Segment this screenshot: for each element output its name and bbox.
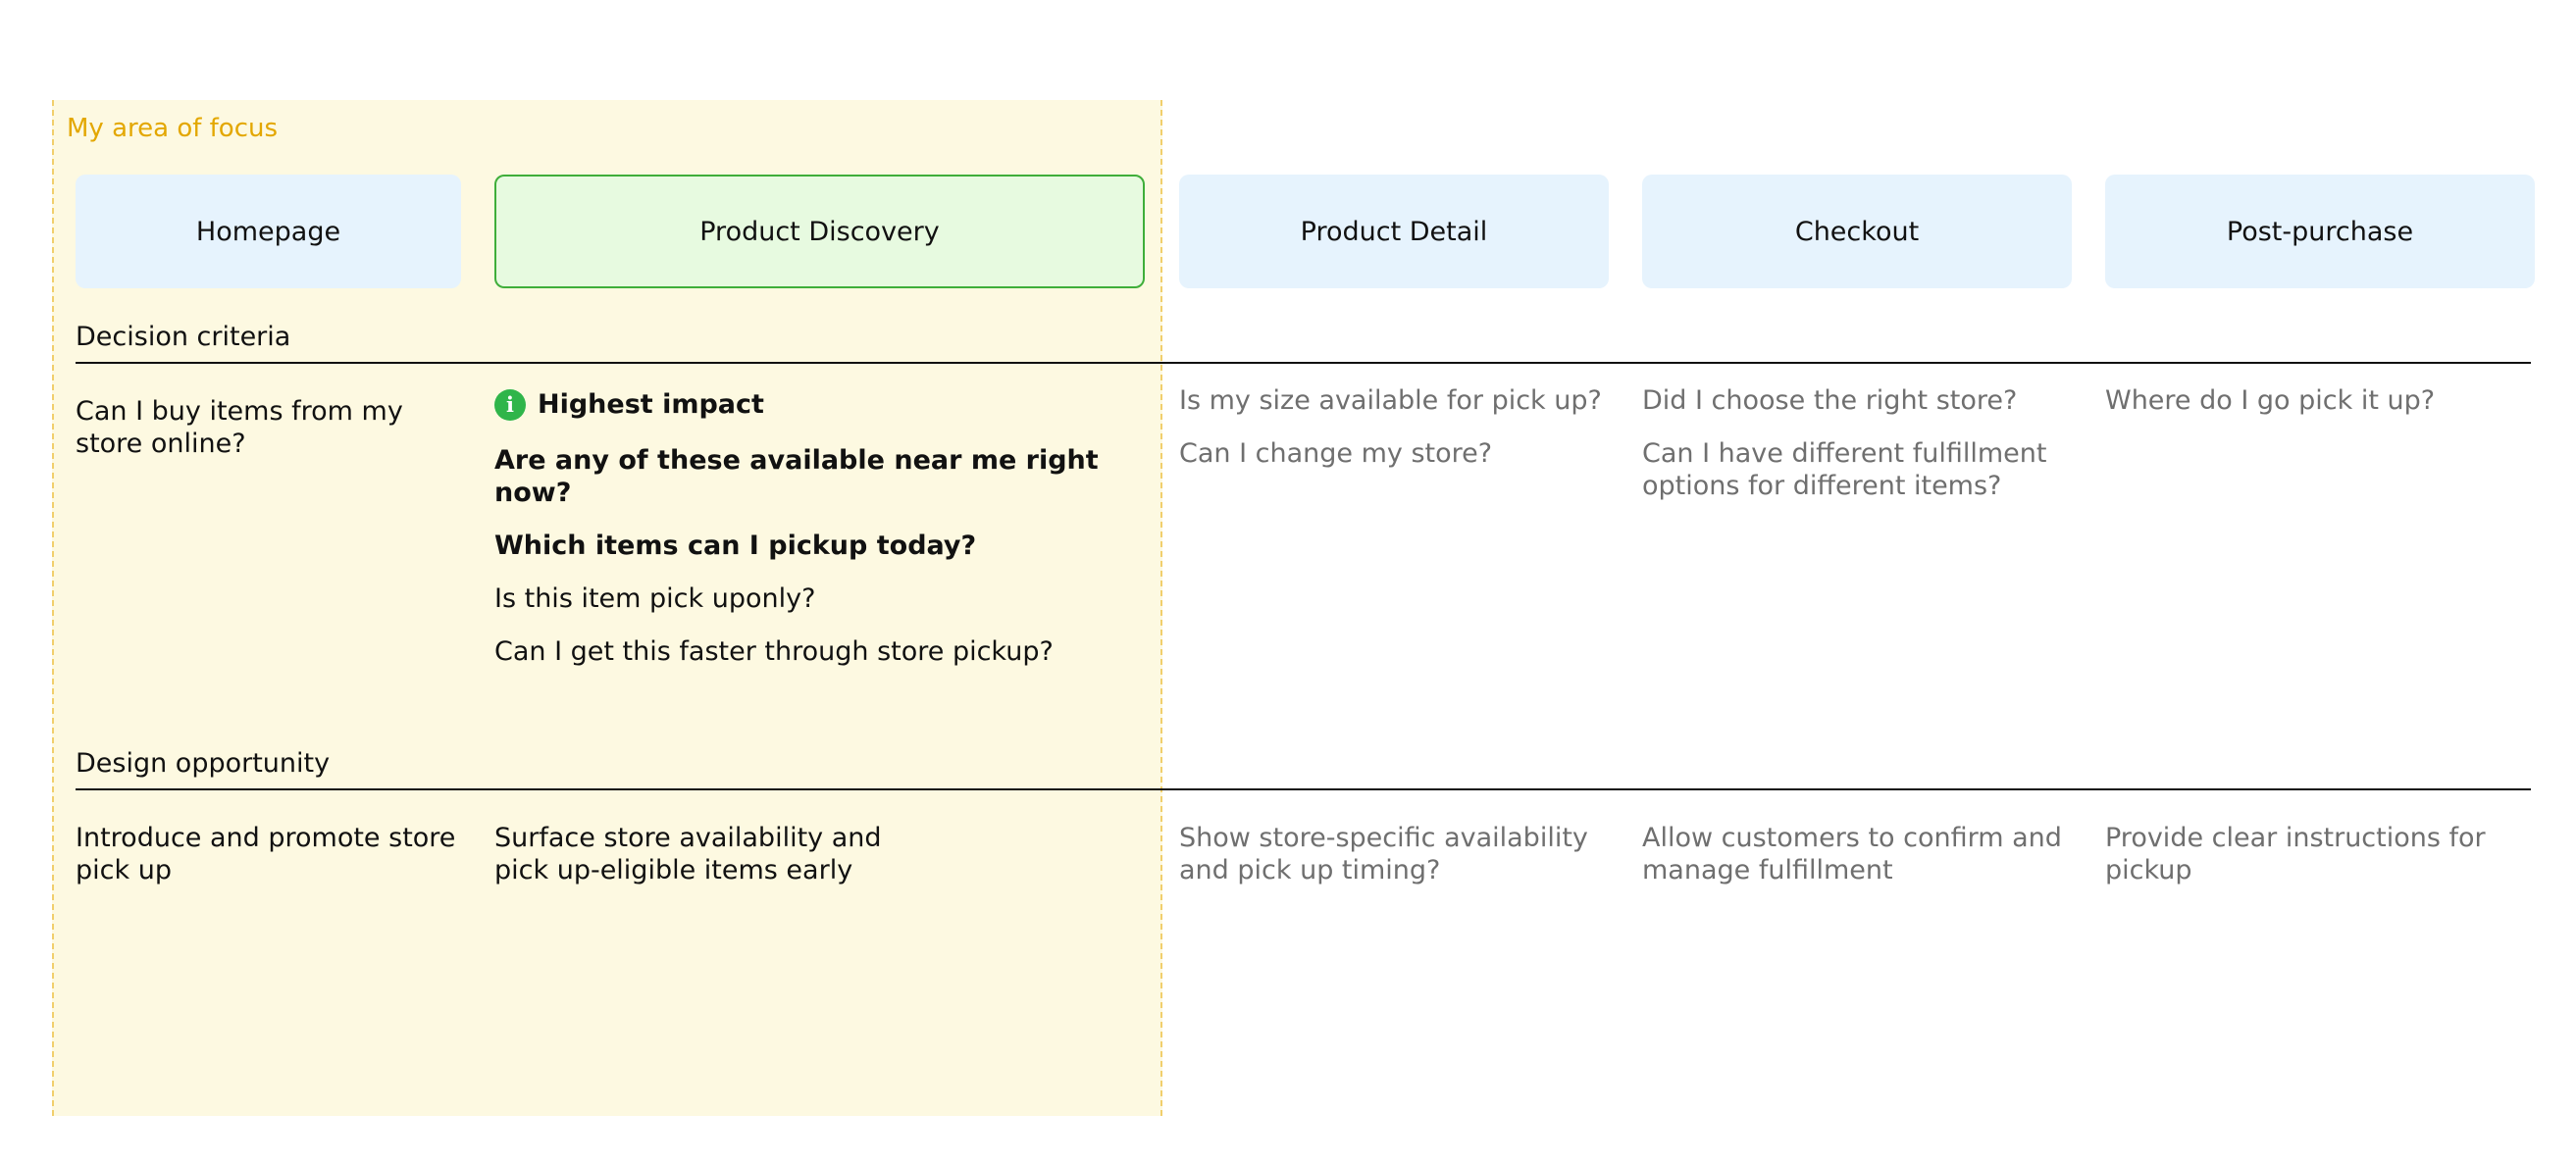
opportunity-product-discovery: Surface store availability and pick up-eligible items early (494, 823, 882, 885)
criteria-product-detail (1179, 384, 1611, 490)
highest-impact-tag (494, 388, 1142, 421)
decision-criteria-divider (76, 362, 2531, 364)
criteria-question: Can I have different fulfillment options for different items? (1642, 438, 2047, 501)
opportunity-checkout: Allow customers to confirm and manage fulfillment (1642, 823, 2062, 885)
stage-product-discovery[interactable]: Product Discovery (494, 175, 1145, 288)
criteria-homepage (76, 395, 468, 480)
opportunity-homepage: Introduce and promote store pick up (76, 823, 456, 885)
criteria-post-purchase (2105, 384, 2527, 437)
design-opportunity-divider (76, 788, 2531, 790)
opportunity-product-detail: Show store-specific availability and pick up timing? (1179, 823, 1588, 885)
design-opportunity-heading: Design opportunity (76, 748, 331, 779)
other-question: Can I get this faster through store pickup? (494, 636, 1054, 667)
criteria-homepage-question: Can I buy items from my store online? (76, 396, 403, 459)
criteria-question: Where do I go pick it up? (2105, 385, 2436, 416)
info-icon: i (494, 389, 526, 421)
opportunity-post-purchase: Provide clear instructions for pickup (2105, 823, 2486, 885)
criteria-question: Is my size available for pick up? (1179, 385, 1602, 416)
focus-area-label: My area of focus (67, 114, 279, 143)
high-impact-question: Are any of these available near me right now? (494, 445, 1099, 508)
high-impact-question: Which items can I pickup today? (494, 531, 977, 561)
highest-impact-label: Highest impact (538, 389, 764, 420)
stage-homepage[interactable]: Homepage (76, 175, 461, 288)
decision-criteria-heading: Decision criteria (76, 322, 291, 352)
criteria-question: Can I change my store? (1179, 438, 1493, 469)
criteria-product-discovery (494, 388, 1142, 688)
stage-checkout[interactable]: Checkout (1642, 175, 2072, 288)
stage-product-detail[interactable]: Product Detail (1179, 175, 1609, 288)
other-question: Is this item pick uponly? (494, 583, 816, 614)
criteria-question: Did I choose the right store? (1642, 385, 2018, 416)
criteria-checkout (1642, 384, 2064, 523)
stage-post-purchase[interactable]: Post-purchase (2105, 175, 2535, 288)
